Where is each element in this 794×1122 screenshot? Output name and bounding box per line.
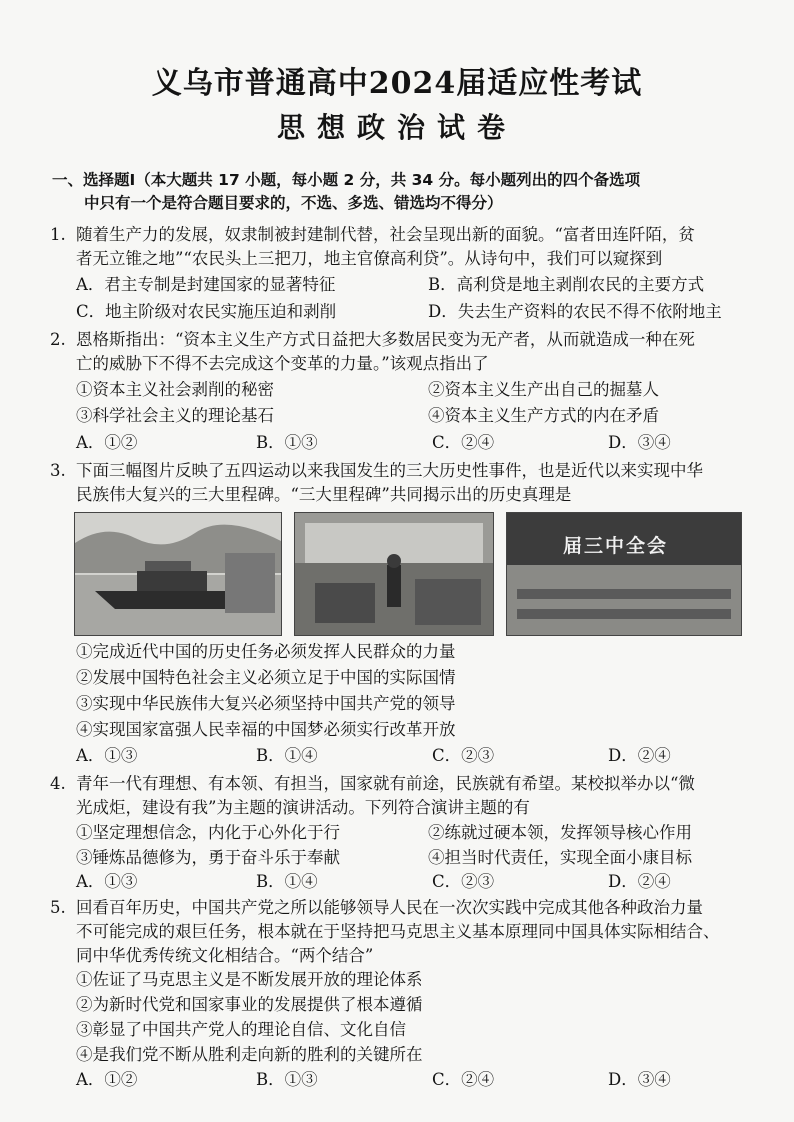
q2-option-c[interactable]: C．②④ bbox=[432, 433, 495, 452]
q5-number: 5. bbox=[50, 898, 66, 917]
q5-statement-4: ④是我们党不断从胜利走向新的胜利的关键所在 bbox=[76, 1045, 423, 1064]
q3-number: 3. bbox=[50, 461, 66, 480]
q1-number: 1. bbox=[50, 225, 66, 244]
photo-red-boat bbox=[74, 512, 282, 636]
q2-number: 2. bbox=[50, 330, 66, 349]
q4-option-c[interactable]: C．②③ bbox=[432, 872, 495, 891]
q2-statement-2: ②资本主义生产出自己的掘墓人 bbox=[428, 380, 659, 399]
q5-option-c[interactable]: C．②④ bbox=[432, 1070, 495, 1089]
q1-stem-line1: 随着生产力的发展，奴隶制被封建制代替，社会呈现出新的面貌。“富者田连阡陌，贫 bbox=[76, 225, 695, 244]
section-header-line2: 中只有一个是符合题目要求的，不选、多选、错选均不得分） bbox=[84, 194, 503, 212]
q5-statement-3: ③彰显了中国共产党人的理论自信、文化自信 bbox=[76, 1020, 406, 1039]
q3-statement-4: ④实现国家富强人民幸福的中国梦必须实行改革开放 bbox=[76, 720, 456, 739]
q1-option-c[interactable]: C．地主阶级对农民实施压迫和剥削 bbox=[76, 302, 337, 321]
q3-statement-1: ①完成近代中国的历史任务必须发挥人民群众的力量 bbox=[76, 642, 456, 661]
q3-stem-line1: 下面三幅图片反映了五四运动以来我国发生的三大历史性事件，也是近代以来实现中华 bbox=[76, 461, 703, 480]
q2-option-d[interactable]: D．③④ bbox=[608, 433, 671, 452]
q5-stem-line1: 回看百年历史，中国共产党之所以能够领导人民在一次次实践中完成其他各种政治力量 bbox=[76, 898, 703, 917]
q4-stem-line2: 光成炬，建设有我”为主题的演讲活动。下列符合演讲主题的有 bbox=[76, 798, 530, 817]
q3-statement-2: ②发展中国特色社会主义必须立足于中国的实际国情 bbox=[76, 668, 456, 687]
q1-option-d[interactable]: D．失去生产资料的农民不得不依附地主 bbox=[428, 302, 722, 321]
q4-statement-2: ②练就过硬本领，发挥领导核心作用 bbox=[428, 823, 692, 842]
q3-statement-3: ③实现中华民族伟大复兴必须坚持中国共产党的领导 bbox=[76, 694, 456, 713]
q3-option-b[interactable]: B．①④ bbox=[256, 746, 318, 765]
q5-stem-line3: 同中华优秀传统文化相结合。“两个结合” bbox=[76, 946, 374, 965]
q3-option-a[interactable]: A．①③ bbox=[76, 746, 138, 765]
q3-stem-line2: 民族伟大复兴的三大里程碑。“三大里程碑”共同揭示出的历史真理是 bbox=[76, 485, 572, 504]
q1-stem-line2: 者无立锥之地”“农民头上三把刀，地主官僚高利贷”。从诗句中，我们可以窥探到 bbox=[76, 249, 663, 268]
q5-statement-1: ①佐证了马克思主义是不断发展开放的理论体系 bbox=[76, 970, 423, 989]
q4-option-d[interactable]: D．②④ bbox=[608, 872, 671, 891]
photo-plenary-session bbox=[506, 512, 742, 636]
q4-statement-1: ①坚定理想信念，内化于心外化于行 bbox=[76, 823, 340, 842]
q2-option-b[interactable]: B．①③ bbox=[256, 433, 318, 452]
section-header-line1: 一、选择题Ⅰ（本大题共 17 小题，每小题 2 分，共 34 分。每小题列出的四个备选项 bbox=[52, 171, 641, 189]
q4-option-a[interactable]: A．①③ bbox=[76, 872, 138, 891]
exam-title: 义乌市普通高中2024届适应性考试 bbox=[151, 66, 643, 101]
q4-stem-line1: 青年一代有理想、有本领、有担当，国家就有前途，民族就有希望。某校拟举办以“微 bbox=[76, 774, 695, 793]
q1-option-b[interactable]: B．高利贷是地主剥削农民的主要方式 bbox=[428, 275, 705, 294]
plenary-banner-text: 届三中全会 bbox=[563, 535, 669, 557]
q4-statement-3: ③锤炼品德修为，勇于奋斗乐于奉献 bbox=[76, 848, 340, 867]
photo-founding-ceremony bbox=[294, 512, 494, 636]
q2-statement-1: ①资本主义社会剥削的秘密 bbox=[76, 380, 274, 399]
q2-stem-line2: 亡的威胁下不得不去完成这个变革的力量。”该观点指出了 bbox=[76, 354, 489, 373]
exam-subtitle: 思想政治试卷 bbox=[276, 111, 517, 144]
q2-statement-3: ③科学社会主义的理论基石 bbox=[76, 406, 274, 425]
q4-statement-4: ④担当时代责任，实现全面小康目标 bbox=[428, 848, 692, 867]
ceremony-illustration bbox=[295, 513, 493, 635]
q5-option-d[interactable]: D．③④ bbox=[608, 1070, 671, 1089]
q5-stem-line2: 不可能完成的艰巨任务，根本就在于坚持把马克思主义基本原理同中国具体实际相结合、 bbox=[76, 922, 720, 941]
q5-option-a[interactable]: A．①② bbox=[76, 1070, 138, 1089]
red-boat-illustration bbox=[75, 513, 281, 635]
q2-option-a[interactable]: A．①② bbox=[76, 433, 138, 452]
q2-stem-line1: 恩格斯指出：“资本主义生产方式日益把大多数居民变为无产者，从而就造成一种在死 bbox=[76, 330, 695, 349]
q5-option-b[interactable]: B．①③ bbox=[256, 1070, 318, 1089]
q2-statement-4: ④资本主义生产方式的内在矛盾 bbox=[428, 406, 659, 425]
q5-statement-2: ②为新时代党和国家事业的发展提供了根本遵循 bbox=[76, 995, 423, 1014]
q1-option-a[interactable]: A．君主专制是封建国家的显著特征 bbox=[76, 275, 336, 294]
q3-option-c[interactable]: C．②③ bbox=[432, 746, 495, 765]
q4-option-b[interactable]: B．①④ bbox=[256, 872, 318, 891]
q4-number: 4. bbox=[50, 774, 66, 793]
q3-option-d[interactable]: D．②④ bbox=[608, 746, 671, 765]
